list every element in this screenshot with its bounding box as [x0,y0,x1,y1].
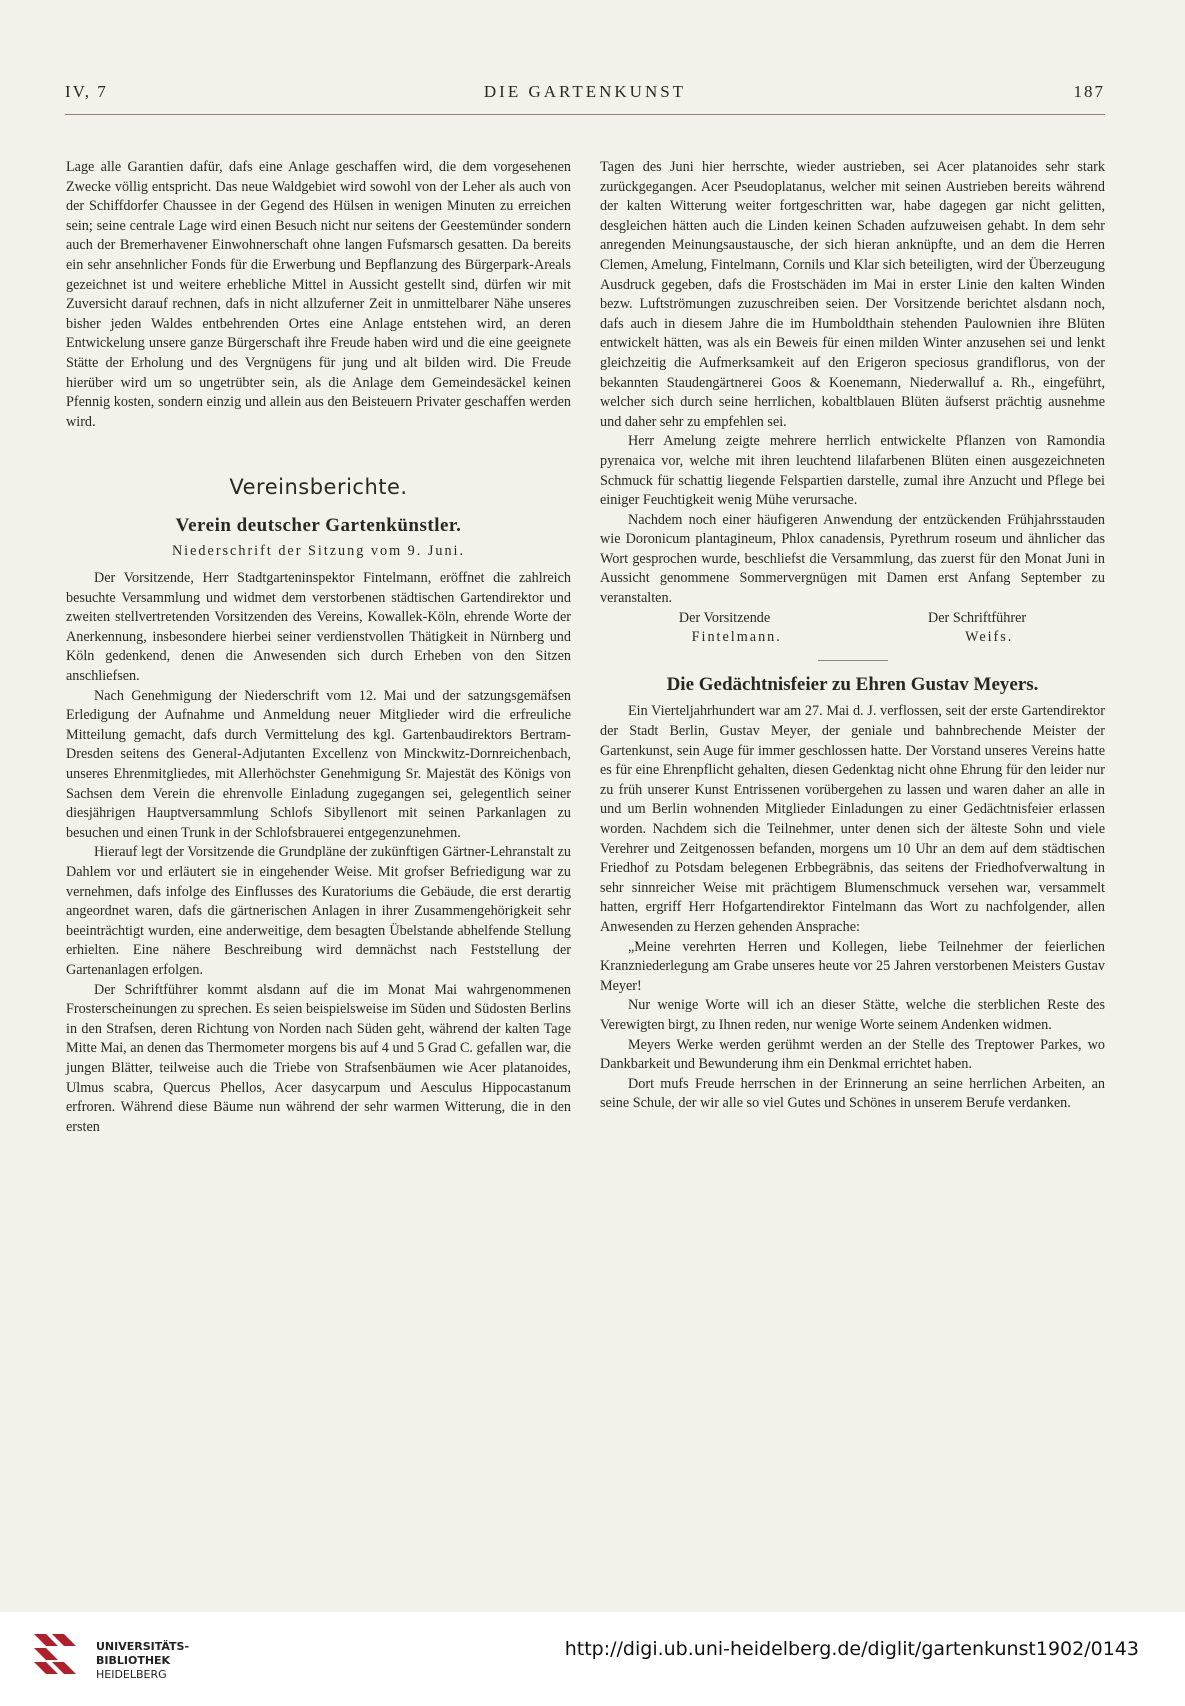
society-title: Verein deutscher Gartenkünstler. [175,514,462,536]
paragraph: Lage alle Garantien dafür, dafs eine Anlage geschaffen wird, die dem vorgesehenen Zwecke völlig entspricht. Das neue Waldgebiet wird sowohl von der Leher als auch von der Schiffdorfer Chaussee in der Gegend des Hülsen in wenigen Minuten zu erreichen sein; seine centrale Lage wird einen Besuch nicht nur seitens der Geestemünder sondern auch der Bremerhavener Einwohnerschaft ohne langen Fufsmarsch gesatten. Da bereits ein sehr ansehnlicher Fonds für die Erwerbung und Bepflanzung des Bürgerpark-Areals gezeichnet ist und weitere erhebliche Mittel in Aussicht gestellt sind, dürfen wir mit Zuversicht darauf rechnen, dafs in nicht allzuferner Zeit in unmittelbarer Nähe unseres bisher jeden Waldes entbehrenden Ortes eine Anlage entstehen wird, an deren Entwickelung unsere ganze Bürgerschaft ihre Freude haben wird und die eine geeignete Stätte der Erholung und des Vergnügens für jung und alt bilden wird. Die Freude hierüber wird um so ungetrübter sein, als die Anlage dem Gemeindesäckel keinen Pfennig kosten, sondern einzig und allein aus den Beisteuern Privater geschaffen werden wird. [66,159,571,430]
paragraph: Ein Vierteljahrhundert war am 27. Mai d. J. verflossen, seit der erste Gartendirektor der Stadt Berlin, Gustav Meyer, der geniale und bahnbrechende Meister der Gartenkunst, sein Auge für immer geschlossen hatte. Der Vorstand unseres Vereins hatte es für eine Ehrenpflicht gehalten, diesen Gedenktag nicht ohne Ehrung für den leider nur zu früh unserer Kunst Entrissenen vorübergehen zu lassen und waren daher an alle in und um Berlin wohnenden Mitglieder Einladungen zu einer Gedächtnisfeier erlassen worden. Nachdem sich die Teilnehmer, unter denen sich der älteste Sohn und viele Verehrer und Zeitgenossen befanden, morgens um 10 Uhr an dem auf dem städtischen Friedhof zu Potsdam belegenen Erbbegräbnis, das seitens der Friedhofverwaltung in sehr sinnreicher Weise mit prächtigem Blumenschmuck versehen war, versammelt hatten, ergriff Herr Hofgartendirektor Fintelmann das Wort zu nachfolgender, allen Anwesenden zu Herzen gehenden Ansprache: [600,703,1105,935]
journal-title: DIE GARTENKUNST [483,82,687,101]
left-column [66,158,571,1137]
paragraph: Nach Genehmigung der Niederschrift vom 12. Mai und der satzungsgemäfsen Erledigung der Aufnahme und Anmeldung neuer Mitglieder wird die erfreuliche Mitteilung gemacht, dafs durch Vermittelung des kgl. Gartenbaudirektors Bertram-Dresden seitens des General-Adjutanten Excellenz von Minckwitz-Dornreichenbach, unseres Ehrenmitgliedes, mit Allerhöchster Genehmigung Sr. Majestät des Königs von Sachsen dem Verein die ehrenvolle Einladung zugegangen sei, gelegentlich seiner diesjährigen Hauptversammlung Schlofs Sibyllenort mit seinen Parkanlagen zu besuchen und einen Trunk in der Schlofsbrauerei entgegenzunehmen. [66,687,571,841]
paragraph: Nachdem noch einer häufigeren Anwendung der entzückenden Frühjahrsstauden wie Doronicum plantagineum, Phlox canadensis, Pyrethrum roseum und ähnlicher das Wort gesprochen wurde, beschliefst die Versammlung, das zuerst für den Monat Juni in Aussicht genommene Sommervergnügen mit Damen erst Anfang September zu veranstalten. [600,511,1105,607]
right-column [600,158,1105,1114]
paragraph: Tagen des Juni hier herrschte, wieder austrieben, sei Acer platanoides sehr stark zurückgegangen. Acer Pseudoplatanus, welcher mit seinen Austrieben bereits während der kalten Witterung weiter fortgeschritten war, habe dagegen gar nicht gelitten, desgleichen hätten auch die Linden keinen Schaden aufzuweisen gehabt. In dem sehr anregenden Meinungsaustausche, der sich hieran anknüpfte, und an dem die Herren Clemen, Amelung, Fintelmann, Cornils und Klar sich beteiligten, wird der Überzeugung Ausdruck gegeben, dafs die Frostschäden im Mai in erster Linie den kalten Winden bezw. Luftströmungen zuzuschreiben seien. Der Vorsitzende berichtet alsdann noch, dafs auch in diesem Jahre die im Humboldthain stehenden Paulownien ihre Blüten entwickelt hätten, was als ein Beweis für einen milden Winter anzusehen sei und lenkt gleichzeitig die Aufmerksamkeit auf den Erigeron speciosus grandiflorus, von der bekannten Staudengärtnerei Goos & Koenemann, Niederwalluf a. Rh., eingeführt, welcher sich durch seine herrlichen, kobaltblauen Blüten äufserst prächtig ausnehme und daher sehr zu empfehlen sei. [600,159,1105,430]
chair-title: Der Vorsitzende [678,609,771,626]
secretary-name: Weifs. [965,629,1014,646]
library-name: UNIVERSITÄTS- BIBLIOTHEK HEIDELBERG [96,1640,190,1681]
section-divider [818,660,888,661]
paragraph: Hierauf legt der Vorsitzende die Grundpläne der zukünftigen Gärtner-Lehranstalt zu Dahlem vor und erläutert sie in eingehender Weise. Mit grofser Befriedigung war zu vernehmen, dafs infolge des Einflusses des Kuratoriums die Gebäude, die erst derartig angeordnet waren, dafs die gärtnerischen Anlagen in ihrer Zusammengehörigkeit sehr beeinträchtigt wurden, eine anderweitige, dem besagten Übelstande abhelfende Stellung erhielten. Eine nähere Beschreibung wird demnächst nach Feststellung der Gartenanlagen erfolgen. [66,844,571,978]
source-url-link[interactable]: http://digi.ub.uni-heidelberg.de/diglit/gartenkunst1902/0143 [564,1638,1139,1660]
heidelberg-library-logo-icon [30,1630,82,1682]
running-head [65,82,1105,104]
paragraph: Dort mufs Freude herrschen in der Erinnerung an seine herrlichen Arbeiten, an seine Schule, der wir alle so viel Gutes und Schönes in unserem Berufe verdanken. [600,1075,1105,1112]
memorial-title: Die Gedächtnisfeier zu Ehren Gustav Meyers. [666,673,1039,695]
paragraph: Der Schriftführer kommt alsdann auf die im Monat Mai wahrgenommenen Frosterscheinungen zu sprechen. Es seien beispielsweise im Süden und Südosten Berlins in den Strafsen, deren Richtung von Norden nach Süden geht, während der kalten Tage Mitte Mai, an denen das Thermometer morgens bis auf 4 und 5 Grad C. gefallen war, die jungen Blätter, teilweise auch die Triebe von Strafsenbäumen wie Acer platanoides, Ulmus scabra, Quercus Phellos, Acer dasycarpum und Aesculus Hippocastanum erfroren. Während diese Bäume nun während der sehr warmen Witterung, die in den ersten [66,981,571,1135]
minutes-title: Niederschrift der Sitzung vom 9. Juni. [171,542,466,559]
header-rule [65,114,1105,115]
volume-issue: IV, 7 [65,82,108,101]
paragraph: „Meine verehrten Herren und Kollegen, liebe Teilnehmer der feierlichen Kranzniederlegung am Grabe unseres heute vor 25 Jahren verstorbenen Meisters Gustav Meyer! [600,938,1105,994]
signature-names [600,628,1105,648]
digitization-footer [0,1612,1185,1706]
secretary-title: Der Schriftführer [928,609,1027,626]
paragraph: Meyers Werke werden gerühmt werden an der Stelle des Treptower Parkes, wo Dankbarkeit und Bewunderung ihm ein Denkmal errichtet haben. [600,1036,1105,1073]
paragraph: Herr Amelung zeigte mehrere herrlich entwickelte Pflanzen von Ramondia pyrenaica vor, welche mit ihren leuchtend lilafarbenen Blüten einen ausgezeichneten Schmuck für schattig liegende Felspartien darstelle, zumal ihre Anzucht und Pflege bei einiger Feuchtigkeit wenig Mühe verursache. [600,433,1105,509]
chair-name: Fintelmann. [691,629,782,646]
paragraph: Der Vorsitzende, Herr Stadtgarteninspektor Fintelmann, eröffnet die zahlreich besuchte Versammlung und widmet dem verstorbenen städtischen Gartendirektor und zweiten stellvertretenden Vorsitzenden des Vereins, Kowallek-Köln, ehrende Worte der Anerkennung, insbesondere hierbei seiner verdienstvollen Thätigkeit in Nürnberg und Köln gedenkend, denen die Anwesenden sich durch Erheben von den Sitzen anschliefsen. [66,570,571,685]
page-number: 187 [1073,82,1105,101]
signature-titles [600,609,1105,629]
paragraph: Nur wenige Worte will ich an dieser Stätte, welche die sterblichen Reste des Verewigten birgt, zu Ihnen reden, nur wenige Worte seinem Andenken widmen. [600,997,1105,1033]
section-title: Vereinsberichte. [229,475,408,500]
